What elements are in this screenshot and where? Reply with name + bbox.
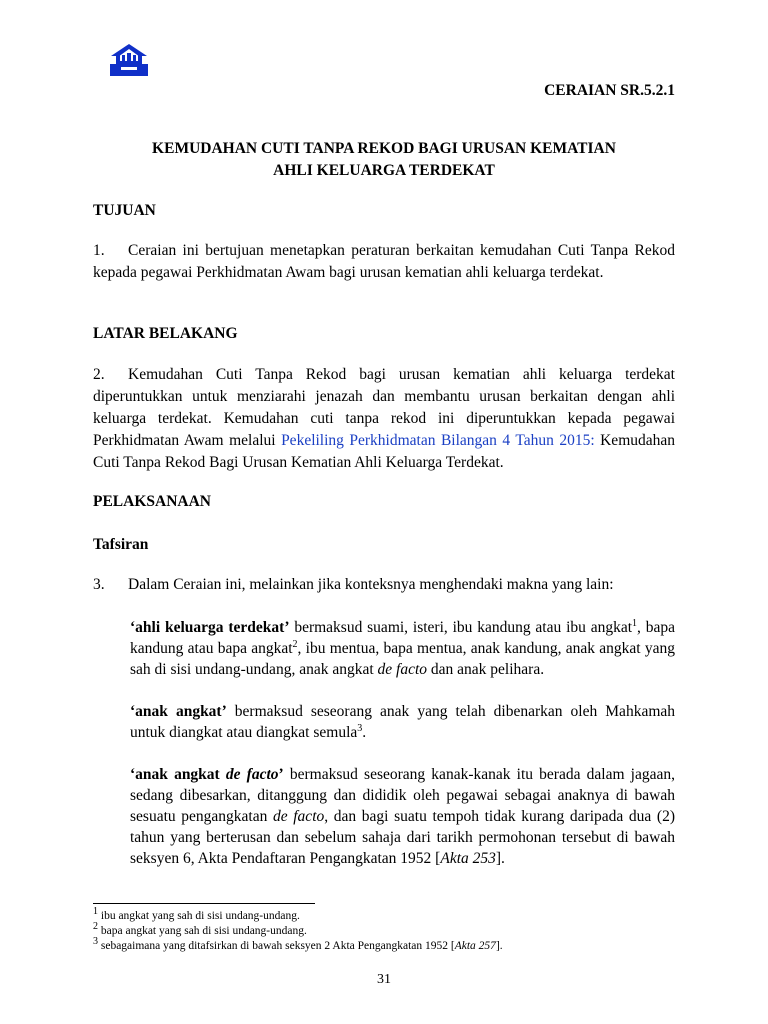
paragraph-3 xyxy=(93,574,675,596)
paragraph-number: 3. xyxy=(93,576,105,593)
house-icon[interactable] xyxy=(108,42,150,78)
footnote-ref-2[interactable]: 2 xyxy=(292,638,298,650)
paragraph-1 xyxy=(93,240,675,284)
definition-text: bermaksud seseorang anak yang telah dibenarkan oleh Mahkamah untuk diangkat atau diangkat semula xyxy=(130,703,676,741)
paragraph-number: 2. xyxy=(93,366,105,383)
definition-text: bermaksud seseorang kanak-kanak itu berada dalam jagaan, sedang dibesarkan, ditanggung dan dididik oleh pegawai sebagai anaknya di bawah sesuatu pengangkatan xyxy=(130,766,675,825)
italic-term: de facto xyxy=(377,661,428,678)
page-number: 31 xyxy=(377,972,391,987)
heading-pelaksanaan: PELAKSANAAN xyxy=(93,493,211,510)
footnote-2: $^2$ bapa angkat yang sah di sisi undang-undang. xyxy=(93,921,307,937)
definition-text: , bapa kandung atau bapa angkat xyxy=(130,619,675,657)
paragraph-2 xyxy=(93,364,675,474)
definition-text: ]. xyxy=(495,850,505,867)
definition-text: bermaksud suami, isteri, ibu kandung atau ibu angkat xyxy=(289,619,633,636)
paragraph-number: 1. xyxy=(93,242,105,259)
definition-anak-angkat-de-facto xyxy=(130,764,675,869)
definition-term: ‘ahli keluarga terdekat’ xyxy=(130,619,290,636)
footnote-ref-1[interactable]: 1 xyxy=(632,617,638,629)
definition-text: dan anak pelihara. xyxy=(427,661,545,678)
footnote-1: $^1$ ibu angkat yang sah di sisi undang-undang. xyxy=(93,906,300,922)
definition-text: , ibu mentua, bapa mentua, anak kandung, anak angkat yang sah di sisi undang-undang, anak angkat xyxy=(130,640,675,678)
paragraph-text: Dalam Ceraian ini, melainkan jika konteksnya menghendaki makna yang lain: xyxy=(128,576,614,593)
definition-ahli-keluarga xyxy=(130,617,675,680)
heading-latar-belakang: LATAR BELAKANG xyxy=(93,325,238,342)
definition-term: ‘anak angkat’ xyxy=(130,703,227,720)
document-title xyxy=(93,138,675,182)
paragraph-text: Ceraian ini bertujuan menetapkan peraturan berkaitan kemudahan Cuti Tanpa Rekod kepada pegawai Perkhidmatan Awam bagi urusan kematian ahli keluarga terdekat. xyxy=(93,242,675,281)
definition-text: , dan bagi suatu tempoh tidak kurang daripada dua (2) tahun yang berterusan dan sebelum sahaja dari tarikh permohonan tersebut di bawah seksyen 6, Akta Pendaftaran Pengangkatan 1952 [ xyxy=(130,808,675,867)
definition-text: . xyxy=(362,724,367,741)
paragraph-text: Kemudahan Cuti Tanpa Rekod Bagi Urusan Kematian Ahli Keluarga Terdekat. xyxy=(93,432,676,471)
heading-tujuan: TUJUAN xyxy=(93,202,156,219)
footnote-3: $^3$ sebagaimana yang ditafsirkan di bawah seksyen 2 Akta Pengangkatan 1952 [Akta 257]. xyxy=(93,936,503,952)
circular-link[interactable]: Pekeliling Perkhidmatan Bilangan 4 Tahun 2015: xyxy=(281,432,595,449)
definition-term: ‘anak angkat de facto’ xyxy=(130,766,284,783)
definition-anak-angkat xyxy=(130,701,675,743)
section-reference: CERAIAN SR.5.2.1 xyxy=(544,82,675,99)
footnote-divider xyxy=(93,903,315,904)
subheading-tafsiran: Tafsiran xyxy=(93,536,149,553)
footnotes xyxy=(93,906,503,954)
act-reference: Akta 253 xyxy=(440,850,496,867)
title-line-2: AHLI KELUARGA TERDEKAT xyxy=(273,162,495,179)
title-line-1: KEMUDAHAN CUTI TANPA REKOD BAGI URUSAN KEMATIAN xyxy=(152,140,616,157)
footnote-ref-3[interactable]: 3 xyxy=(357,722,363,734)
italic-term: de facto xyxy=(272,808,325,825)
paragraph-text: Kemudahan Cuti Tanpa Rekod bagi urusan kematian ahli keluarga terdekat diperuntukkan untuk menziarahi jenazah dan membantu urusan berkaitan dengan ahli keluarga terdekat. Kemudahan cuti tanpa rekod ini diperuntukkan kepada pegawai Perkhidmatan Awam melalui xyxy=(93,366,675,449)
